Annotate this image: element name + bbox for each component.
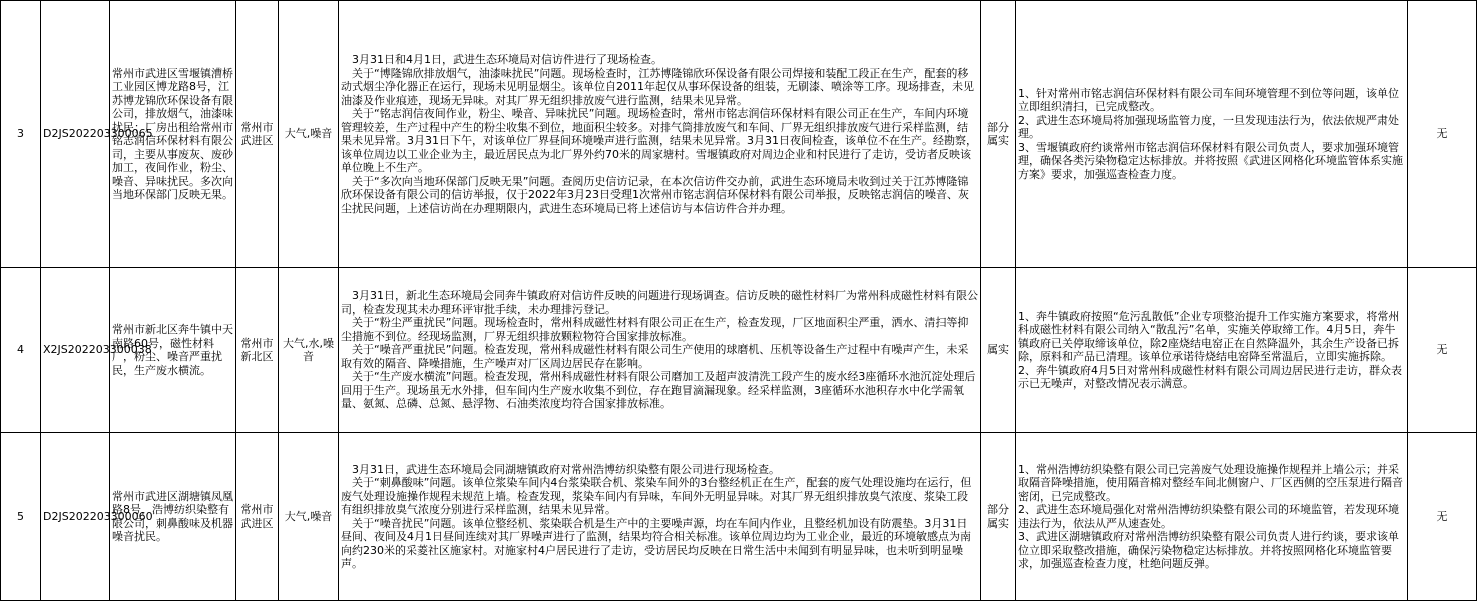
investigation-situation: [339, 433, 981, 601]
admin-area: 常州市新北区: [236, 268, 279, 433]
investigation-situation: [339, 1, 981, 268]
rectification-measures: [1016, 268, 1408, 433]
table-row: [1, 1, 1477, 268]
complaint-content: 常州市武进区湖塘镇凤凰路8号，浩博纺织染整有限公司，刺鼻酸味及机器噪音扰民。: [110, 433, 236, 601]
pollution-type: 大气,噪音: [279, 433, 339, 601]
accountability: 无: [1408, 433, 1477, 601]
complaint-code: D2JS202203300065: [41, 1, 110, 268]
verification-result: 部分属实: [981, 433, 1016, 601]
pollution-type: 大气,水,噪音: [279, 268, 339, 433]
pollution-type: 大气,噪音: [279, 1, 339, 268]
rectification-measures: [1016, 433, 1408, 601]
rectification-text: 1、常州浩博纺织染整有限公司已完善废气处理设施操作规程并上墙公示；并采取隔音降噪措施，使用隔音棉对整经车间北侧窗户、厂区西侧的空压泵进行隔音密闭，已完成整改。 2、武进生态环境局强化对常州浩博纺织染整有限公司的环境监管，若发现环境违法行为，依法从严从速查处。 3、武进区湖塘镇政府对常州浩博纺织染整有限公司负责人进行约谈，要求该单位立即采取整改措施，确保污染物稳定达标排放。并将按照网格化环境监管要求，加强巡查检查力度，杜绝问题反弹。: [1018, 462, 1403, 570]
investigation-situation: [339, 268, 981, 433]
admin-area: 常州市武进区: [236, 433, 279, 601]
accountability: 无: [1408, 1, 1477, 268]
situation-text: 3月31日和4月1日，武进生态环境局对信访件进行了现场检查。 关于“博隆锦欣排放烟气，油漆味扰民”问题。现场检查时，江苏博隆锦欣环保设备有限公司焊接和装配工段正在生产，配套的移动式烟尘净化器正在运行，现场未见明显烟尘。该单位自2011年起仅从事环保设备的组装，无刷漆、喷涂等工序。现场排查，未见油漆及作业痕迹，现场无异味。对其厂界无组织排放废气进行监测，结果未见异常。 关于“铭志润信夜间作业，粉尘、噪音、异味扰民”问题。现场检查时，常州市铭志润信环保材料有限公司正在生产，车间内环境管理较差，生产过程中产生的粉尘收集不到位，地面积尘较多。对排气筒排放废气和车间、厂界无组织排放废气进行采样监测，结果未见异常。3月31日下午，对该单位厂界昼间环境噪声进行监测，结果未见异常。3月31日夜间检查，该单位不在生产。经勘察，该单位周边以工业企业为主，最近居民点为北厂界外约70米的周家塘村。雪堰镇政府对周边企业和村民进行了走访，受访者反映该单位晚上不生产。 关于“多次向当地环保部门反映无果”问题。查阅历史信访记录，在本次信访件交办前，武进生态环境局未收到过关于江苏博隆锦欣环保设备有限公司的信访举报，仅于2022年3月23日受理1次常州市铭志润信环保材料有限公司举报，反映铭志润信的噪音、灰尘扰民问题，上述信访尚在办理期限内，武进生态环境局已将上述信访与本信访件合并办理。: [341, 53, 977, 215]
complaint-content: 常州市武进区雪堰镇漕桥工业园区博龙路8号，江苏博龙锦欣环保设备有限公司，排放烟气，油漆味扰民；厂房出租给常州市铭志润信环保材料有限公司，主要从事废灰、废砂加工，夜间作业，粉尘、噪音、异味扰民。多次向当地环保部门反映无果。: [110, 1, 236, 268]
rectification-text: 1、针对常州市铭志润信环保材料有限公司车间环境管理不到位等问题，该单位立即组织清扫，已完成整改。 2、武进生态环境局将加强现场监管力度，一旦发现违法行为，依法依规严肃处理。 3、雪堰镇政府约谈常州市铭志润信环保材料有限公司负责人，要求加强环境管理，确保各类污染物稳定达标排放。并将按照《武进区网格化环境监管体系实施方案》要求，加强巡查检查力度。: [1018, 86, 1403, 181]
complaint-code: D2JS202203300060: [41, 433, 110, 601]
table-row: [1, 433, 1477, 601]
row-number: 5: [1, 433, 41, 601]
rectification-text: 1、奔牛镇政府按照“危污乱散低”企业专项整治提升工作实施方案要求，将常州科成磁性材料有限公司纳入“散乱污”名单，实施关停取缔工作。4月5日，奔牛镇政府已关停取缔该单位，除2座烧结电窑正在自然降温外，其余生产设备已拆除，原料和产品已清理。该单位承诺待烧结电窑降至常温后，立即实施拆除。 2、奔牛镇政府4月5日对常州科成磁性材料有限公司周边居民进行走访，群众表示已无噪声，对整改情况表示满意。: [1018, 309, 1402, 390]
row-number: 3: [1, 1, 41, 268]
accountability: 无: [1408, 268, 1477, 433]
situation-text: 3月31日，武进生态环境局会同湖塘镇政府对常州浩博纺织染整有限公司进行现场检查。 关于“刺鼻酸味”问题。该单位浆染车间内4台浆染联合机、浆染车间外的3台整经机正在生产，配套的废气处理设施均在运行，但废气处理设施操作规程未规范上墙。检查发现，浆染车间内有异味，车间外无明显异味。对其厂界无组织排放臭气浓度、浆染工段有组织排放臭气浓度分别进行采样监测，结果未见异常。 关于“噪音扰民”问题。该单位整经机、浆染联合机是生产中的主要噪声源，均在车间内作业，且整经机加设有防震垫。3月31日昼间、夜间及4月1日昼间连续对其厂界噪声进行了监测，结果均符合相关标准。该单位周边均为工业企业，最近的环境敏感点为南向约230米的采菱社区施家村。对施家村4户居民进行了走访，受访居民均反映在日常生活中未闻到有明显异味，也未听到明显噪声。: [341, 462, 972, 570]
verification-result: 部分属实: [981, 1, 1016, 268]
situation-text: 3月31日，新北生态环境局会同奔牛镇政府对信访件反映的问题进行现场调查。信访反映的磁性材料厂为常州科成磁性材料有限公司，检查发现其未办理环评审批手续，未办理排污登记。 关于“粉尘严重扰民”问题。现场检查时，常州科成磁性材料有限公司正在生产，检查发现，厂区地面积尘严重，洒水、清扫等抑尘措施不到位。经现场监测，厂界无组织排放颗粒物符合国家排放标准。 关于“噪音严重扰民”问题。检查发现，常州科成磁性材料有限公司生产使用的球磨机、压机等设备生产过程中有噪声产生，未采取有效的隔音、降噪措施，生产噪声对厂区周边居民存在影响。 关于“生产废水横流”问题。检查发现，常州科成磁性材料有限公司磨加工及超声波清洗工段产生的废水经3座循环水池沉淀处理后回用于生产。现场虽无水外排，但车间内生产废水收集不到位，存在跑冒滴漏现象。经采样监测，3座循环水池积存水中化学需氧量、氨氮、总磷、总氮、悬浮物、石油类浓度均符合国家排放标准。: [341, 289, 978, 411]
rectification-measures: [1016, 1, 1408, 268]
verification-result: 属实: [981, 268, 1016, 433]
complaint-code: X2JS202203300038: [41, 268, 110, 433]
complaint-content: 常州市新北区奔牛镇中天南路60号，磁性材料厂，粉尘、噪音严重扰民，生产废水横流。: [110, 268, 236, 433]
table-row: [1, 268, 1477, 433]
admin-area: 常州市武进区: [236, 1, 279, 268]
row-number: 4: [1, 268, 41, 433]
